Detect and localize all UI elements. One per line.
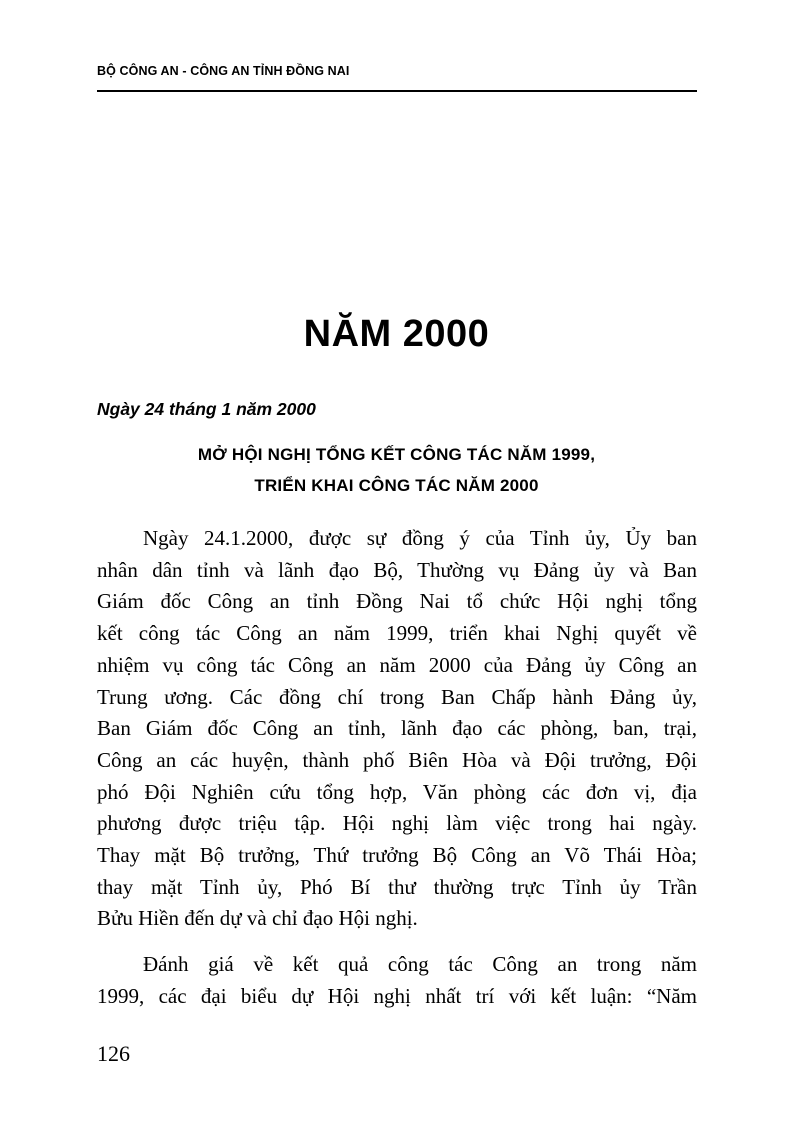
paragraph-2	[97, 949, 697, 1012]
text-line: phương được triệu tập. Hội nghị làm việc trong hai ngày.	[97, 811, 697, 836]
text-line: nhân dân tỉnh và lãnh đạo Bộ, Thường vụ Đảng ủy và Ban	[97, 557, 697, 582]
text-line: Giám đốc Công an tỉnh Đồng Nai tổ chức Hội nghị tổng	[97, 589, 697, 614]
text-line: kết công tác Công an năm 1999, triển khai Nghị quyết về	[97, 621, 697, 646]
text-line: Ban Giám đốc Công an tỉnh, lãnh đạo các phòng, ban, trại,	[97, 716, 697, 741]
text-line: 1999, các đại biểu dự Hội nghị nhất trí với kết luận: “Năm	[97, 983, 697, 1008]
text-line: Trung ương. Các đồng chí trong Ban Chấp hành Đảng ủy,	[97, 684, 697, 709]
text-line: Công an các huyện, thành phố Biên Hòa và Đội trưởng, Đội	[97, 747, 697, 772]
entry-heading-line-1: MỞ HỘI NGHỊ TỔNG KẾT CÔNG TÁC NĂM 1999,	[197, 445, 596, 464]
paragraph-gap	[97, 935, 697, 949]
text-line: Đánh giá về kết quả công tác Công an trong năm	[143, 952, 697, 977]
running-header: BỘ CÔNG AN - CÔNG AN TỈNH ĐỒNG NAI	[97, 64, 350, 78]
page-number: 126	[97, 1041, 130, 1066]
body-text	[97, 523, 697, 1013]
text-line: Bửu Hiền đến dự và chỉ đạo Hội nghị.	[97, 906, 418, 931]
entry-heading-line-2: TRIỂN KHAI CÔNG TÁC NĂM 2000	[254, 476, 539, 495]
text-line: thay mặt Tỉnh ủy, Phó Bí thư thường trực Tỉnh ủy Trần	[97, 874, 697, 899]
paragraph-1	[97, 523, 697, 935]
header-rule	[97, 90, 697, 92]
year-title: NĂM 2000	[303, 313, 490, 355]
text-line: Ngày 24.1.2000, được sự đồng ý của Tỉnh ủy, Ủy ban	[143, 526, 697, 550]
text-line: nhiệm vụ công tác Công an năm 2000 của Đảng ủy Công an	[97, 652, 697, 677]
entry-date: Ngày 24 tháng 1 năm 2000	[97, 399, 316, 419]
text-line: Thay mặt Bộ trưởng, Thứ trưởng Bộ Công an Võ Thái Hòa;	[97, 843, 697, 868]
text-line: phó Đội Nghiên cứu tổng hợp, Văn phòng các đơn vị, địa	[97, 779, 697, 804]
